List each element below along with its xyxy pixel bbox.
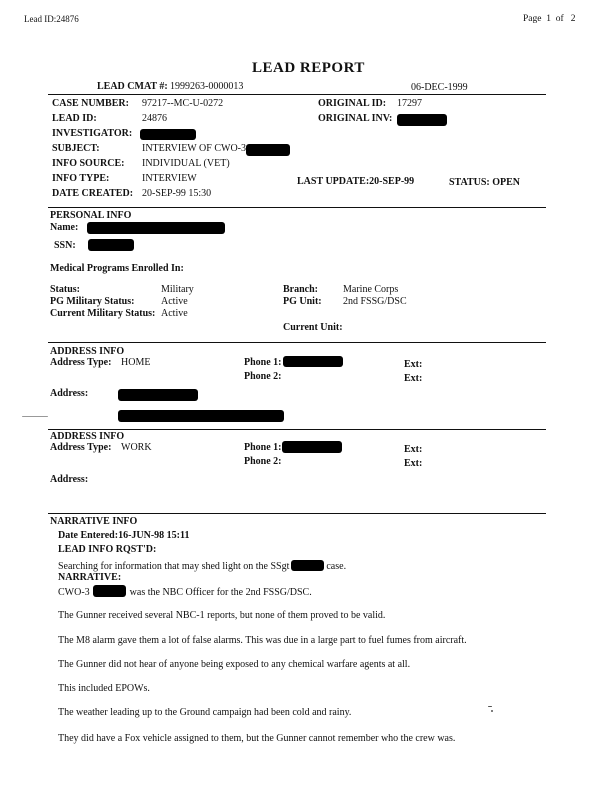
address-type-label-2: Address Type: — [50, 442, 112, 453]
phone2-label-1: Phone 2: — [244, 371, 282, 382]
redaction-name — [87, 222, 225, 234]
rqst-text-a: Searching for information that may shed light on the SSgt — [58, 561, 290, 572]
lead-id-value: 24876 — [142, 113, 167, 124]
ext1-label-2: Ext: — [404, 444, 423, 455]
narrative-paragraph-2: The M8 alarm gave them a lot of false alarms. This was due in a large part to fuel fumes from aircraft. — [58, 635, 467, 646]
address-type-label-1: Address Type: — [50, 357, 112, 368]
branch-label: Branch: — [283, 284, 318, 295]
phone1-label-2: Phone 1: — [244, 442, 282, 453]
narrative-paragraph-1: The Gunner received several NBC-1 reports, but none of them proved to be valid. — [58, 610, 386, 621]
lead-id-label: LEAD ID: — [52, 113, 97, 124]
address-info-heading-2: ADDRESS INFO — [50, 431, 125, 442]
status-value: STATUS: OPEN — [449, 177, 521, 188]
last-update: LAST UPDATE:20-SEP-99 — [297, 176, 415, 187]
info-type-value: INTERVIEW — [142, 173, 197, 184]
scan-speck-2 — [488, 706, 492, 707]
page-label: Page — [523, 14, 542, 24]
date-created-label: DATE CREATED: — [52, 188, 134, 199]
ssn-label: SSN: — [54, 240, 76, 251]
date-entered: Date Entered:16-JUN-98 15:11 — [58, 530, 190, 541]
info-type-label: INFO TYPE: — [52, 173, 110, 184]
original-id-label: ORIGINAL ID: — [318, 98, 387, 109]
narrative-info-heading: NARRATIVE INFO — [50, 516, 138, 527]
report-date: 06-DEC-1999 — [411, 82, 468, 93]
date-created-value: 20-SEP-99 15:30 — [142, 188, 212, 199]
redaction-subject — [246, 144, 290, 156]
narrative-paragraph-6: They did have a Fox vehicle assigned to them, but the Gunner cannot remember who the crew was. — [58, 733, 456, 744]
rqst-text — [58, 560, 346, 572]
redaction-phone1-work — [282, 441, 342, 453]
page-number: 1 — [546, 14, 551, 24]
redaction-address-line1 — [118, 389, 198, 401]
investigator-label: INVESTIGATOR: — [52, 128, 133, 139]
redaction-original-inv — [397, 114, 447, 126]
ext1-label-1: Ext: — [404, 359, 423, 370]
ext2-label-2: Ext: — [404, 458, 423, 469]
subject-label: SUBJECT: — [52, 143, 100, 154]
narrative-line-1 — [58, 585, 312, 598]
narrative-paragraph-4: This included EPOWs. — [58, 683, 150, 694]
scan-speck — [491, 710, 493, 712]
name-label: Name: — [50, 222, 79, 233]
cmat-value: 1999263-0000013 — [170, 81, 244, 92]
original-id-value: 17297 — [397, 98, 422, 109]
status-label: Status: — [50, 284, 81, 295]
redaction-ssgt-name — [291, 560, 324, 571]
medical-programs-label: Medical Programs Enrolled In: — [50, 263, 184, 274]
current-military-status-value: Active — [161, 308, 188, 319]
redaction-investigator — [140, 129, 196, 140]
redaction-ssn — [88, 239, 134, 251]
branch-value: Marine Corps — [343, 284, 399, 295]
current-military-status-label: Current Military Status: — [50, 308, 156, 319]
redaction-phone1-home — [283, 356, 343, 367]
address-type-value-2: WORK — [121, 442, 152, 453]
narrative-label: NARRATIVE: — [58, 572, 122, 583]
lead-info-rqst-label: LEAD INFO RQST'D: — [58, 544, 157, 555]
pg-unit-label: PG Unit: — [283, 296, 322, 307]
address-info-heading-1: ADDRESS INFO — [50, 346, 125, 357]
subject-value: INTERVIEW OF CWO-3 — [142, 143, 246, 154]
narrative-paragraph-3: The Gunner did not hear of anyone being exposed to any chemical warfare agents at all. — [58, 659, 411, 670]
divider-address-2 — [48, 429, 546, 430]
status-military: Military — [161, 284, 194, 295]
address-type-value-1: HOME — [121, 357, 151, 368]
pg-military-status-value: Active — [161, 296, 188, 307]
rqst-text-b: case. — [326, 561, 347, 572]
personal-info-heading: PERSONAL INFO — [50, 210, 132, 221]
page-title: LEAD REPORT — [252, 60, 365, 76]
redaction-address-line2 — [118, 410, 284, 422]
case-number-value: 97217--MC-U-0272 — [142, 98, 224, 109]
address-label-2: Address: — [50, 474, 89, 485]
cmat-label: LEAD CMAT #: — [97, 81, 168, 92]
page-total: 2 — [570, 14, 576, 24]
divider-narrative — [48, 513, 546, 514]
divider-personal — [48, 207, 546, 208]
scan-mark — [22, 416, 48, 417]
address-label-1: Address: — [50, 388, 89, 399]
narrative-line-1a: CWO-3 — [58, 587, 90, 598]
current-unit-label: Current Unit: — [283, 322, 343, 333]
narrative-paragraph-5: The weather leading up to the Ground campaign had been cold and rainy. — [58, 707, 352, 718]
info-source-value: INDIVIDUAL (VET) — [142, 158, 230, 169]
phone2-label-2: Phone 2: — [244, 456, 282, 467]
info-source-label: INFO SOURCE: — [52, 158, 125, 169]
narrative-line-1b: was the NBC Officer for the 2nd FSSG/DSC. — [129, 587, 312, 598]
divider-top — [48, 94, 546, 95]
phone1-label-1: Phone 1: — [244, 357, 282, 368]
ext2-label-1: Ext: — [404, 373, 423, 384]
redaction-cwo-name — [93, 585, 126, 597]
pg-unit-value: 2nd FSSG/DSC — [343, 296, 407, 307]
lead-id-header: Lead ID:24876 — [24, 14, 79, 24]
page-of: of — [555, 14, 564, 24]
divider-address-1 — [48, 342, 546, 343]
pg-military-status-label: PG Military Status: — [50, 296, 135, 307]
case-number-label: CASE NUMBER: — [52, 98, 129, 109]
original-inv-label: ORIGINAL INV: — [318, 113, 393, 124]
page-indicator — [523, 14, 576, 24]
